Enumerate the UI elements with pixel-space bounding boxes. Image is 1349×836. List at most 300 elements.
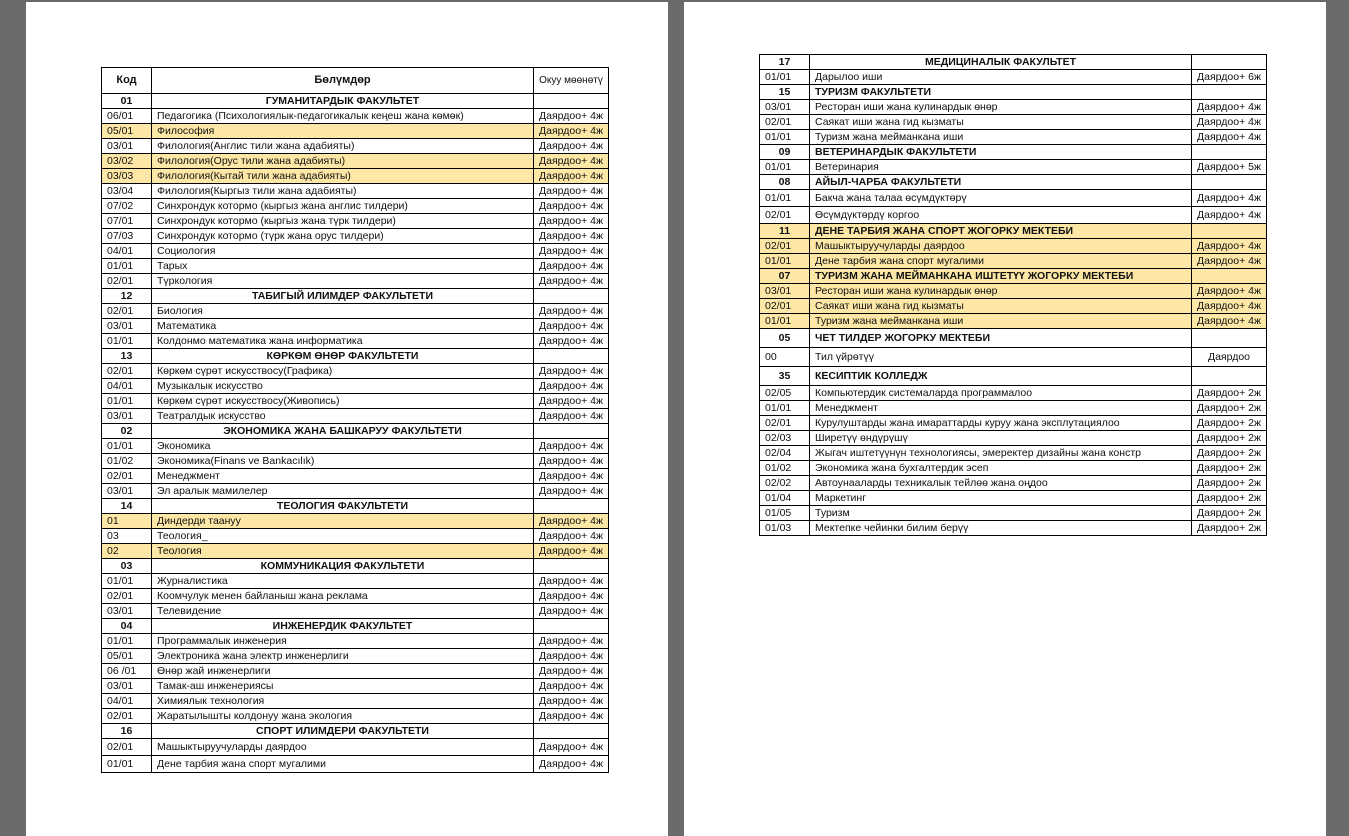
program-duration: Даярдоо+ 6ж bbox=[1192, 70, 1267, 85]
program-code: 01/01 bbox=[760, 130, 810, 145]
program-name: Экономика(Finans ve Bankacılık) bbox=[152, 454, 534, 469]
program-row bbox=[760, 506, 1267, 521]
program-code: 07/02 bbox=[102, 199, 152, 214]
program-row bbox=[102, 169, 609, 184]
program-code: 01/02 bbox=[102, 454, 152, 469]
program-name: Жаратылышты колдонуу жана экология bbox=[152, 709, 534, 724]
program-name: Дене тарбия жана спорт мугалими bbox=[152, 756, 534, 773]
program-duration: Даярдоо+ 4ж bbox=[1192, 100, 1267, 115]
program-row bbox=[102, 319, 609, 334]
faculty-duration-empty bbox=[534, 499, 609, 514]
program-row bbox=[760, 70, 1267, 85]
program-code: 06/01 bbox=[102, 109, 152, 124]
faculty-group-row bbox=[102, 94, 609, 109]
program-name: Синхрондук котормо (түрк жана орус тилдери) bbox=[152, 229, 534, 244]
program-code: 02/01 bbox=[760, 239, 810, 254]
faculty-group-row bbox=[102, 724, 609, 739]
faculty-code: 11 bbox=[760, 224, 810, 239]
program-duration: Даярдоо bbox=[1192, 348, 1267, 367]
faculty-duration-empty bbox=[534, 559, 609, 574]
program-row bbox=[760, 491, 1267, 506]
program-row bbox=[102, 514, 609, 529]
program-duration: Даярдоо+ 4ж bbox=[534, 364, 609, 379]
program-row bbox=[102, 574, 609, 589]
program-code: 01/01 bbox=[102, 394, 152, 409]
program-row bbox=[760, 115, 1267, 130]
program-duration: Даярдоо+ 4ж bbox=[534, 514, 609, 529]
document-page-left bbox=[26, 2, 668, 836]
program-name: Социология bbox=[152, 244, 534, 259]
faculty-group-row bbox=[102, 619, 609, 634]
program-duration: Даярдоо+ 4ж bbox=[534, 109, 609, 124]
program-code: 03/01 bbox=[102, 139, 152, 154]
faculty-duration-empty bbox=[1192, 85, 1267, 100]
faculty-duration-empty bbox=[534, 94, 609, 109]
document-page-right bbox=[684, 2, 1326, 836]
program-duration: Даярдоо+ 2ж bbox=[1192, 431, 1267, 446]
program-name: Педагогика (Психологиялык-педагогикалык кеңеш жана көмөк) bbox=[152, 109, 534, 124]
program-name: Мектепке чейинки билим берүү bbox=[810, 521, 1192, 536]
program-code: 01/01 bbox=[102, 756, 152, 773]
program-row bbox=[760, 239, 1267, 254]
program-name: Компьютердик системаларда программалоо bbox=[810, 386, 1192, 401]
program-duration: Даярдоо+ 4ж bbox=[1192, 130, 1267, 145]
program-name: Программалык инженерия bbox=[152, 634, 534, 649]
program-name: Философия bbox=[152, 124, 534, 139]
program-duration: Даярдоо+ 4ж bbox=[1192, 299, 1267, 314]
program-duration: Даярдоо+ 4ж bbox=[534, 379, 609, 394]
program-code: 02/01 bbox=[102, 274, 152, 289]
program-code: 02/03 bbox=[760, 431, 810, 446]
program-code: 02/01 bbox=[102, 469, 152, 484]
program-code: 01/01 bbox=[760, 70, 810, 85]
program-duration: Даярдоо+ 4ж bbox=[534, 274, 609, 289]
program-code: 05/01 bbox=[102, 124, 152, 139]
faculty-code: 13 bbox=[102, 349, 152, 364]
faculty-duration-empty bbox=[1192, 175, 1267, 190]
program-duration: Даярдоо+ 4ж bbox=[534, 319, 609, 334]
program-name: Өнөр жай инженерлиги bbox=[152, 664, 534, 679]
program-code: 03/01 bbox=[102, 409, 152, 424]
program-duration: Даярдоо+ 4ж bbox=[534, 544, 609, 559]
program-name: Химиялык технология bbox=[152, 694, 534, 709]
program-row bbox=[102, 634, 609, 649]
program-code: 02/04 bbox=[760, 446, 810, 461]
program-code: 03/03 bbox=[102, 169, 152, 184]
table-body-left bbox=[102, 94, 609, 773]
program-name: Машыктыруучуларды даярдоо bbox=[152, 739, 534, 756]
program-code: 03/01 bbox=[102, 679, 152, 694]
program-row bbox=[760, 130, 1267, 145]
program-row bbox=[760, 521, 1267, 536]
program-code: 01/01 bbox=[102, 634, 152, 649]
faculty-title: ЭКОНОМИКА ЖАНА БАШКАРУУ ФАКУЛЬТЕТИ bbox=[152, 424, 534, 439]
program-code: 06 /01 bbox=[102, 664, 152, 679]
program-code: 02/01 bbox=[102, 364, 152, 379]
faculty-title: ВЕТЕРИНАРДЫК ФАКУЛЬТЕТИ bbox=[810, 145, 1192, 160]
faculty-code: 17 bbox=[760, 55, 810, 70]
program-duration: Даярдоо+ 4ж bbox=[1192, 314, 1267, 329]
program-duration: Даярдоо+ 4ж bbox=[1192, 207, 1267, 224]
program-row bbox=[102, 589, 609, 604]
program-code: 04/01 bbox=[102, 694, 152, 709]
faculty-code: 07 bbox=[760, 269, 810, 284]
faculty-title: ТЕОЛОГИЯ ФАКУЛЬТЕТИ bbox=[152, 499, 534, 514]
program-row bbox=[102, 484, 609, 499]
program-row bbox=[102, 184, 609, 199]
program-duration: Даярдоо+ 4ж bbox=[534, 574, 609, 589]
program-row bbox=[760, 431, 1267, 446]
program-name: Саякат иши жана гид кызматы bbox=[810, 299, 1192, 314]
program-name: Колдонмо математика жана информатика bbox=[152, 334, 534, 349]
program-row bbox=[102, 454, 609, 469]
program-code: 01/01 bbox=[760, 160, 810, 175]
program-name: Машыктыруучуларды даярдоо bbox=[810, 239, 1192, 254]
program-duration: Даярдоо+ 4ж bbox=[1192, 190, 1267, 207]
program-name: Музыкалык искусство bbox=[152, 379, 534, 394]
program-row bbox=[760, 190, 1267, 207]
program-row bbox=[760, 100, 1267, 115]
program-code: 02 bbox=[102, 544, 152, 559]
program-code: 01/01 bbox=[760, 401, 810, 416]
faculty-group-row bbox=[760, 145, 1267, 160]
program-duration: Даярдоо+ 4ж bbox=[534, 739, 609, 756]
faculty-code: 03 bbox=[102, 559, 152, 574]
program-name: Саякат иши жана гид кызматы bbox=[810, 115, 1192, 130]
table-body-right bbox=[760, 55, 1267, 536]
program-row bbox=[102, 244, 609, 259]
faculty-duration-empty bbox=[1192, 367, 1267, 386]
program-code: 03/01 bbox=[760, 100, 810, 115]
program-row bbox=[102, 199, 609, 214]
program-name: Туризм bbox=[810, 506, 1192, 521]
program-row bbox=[102, 229, 609, 244]
program-name: Ветеринария bbox=[810, 160, 1192, 175]
faculty-group-row bbox=[760, 85, 1267, 100]
program-row bbox=[760, 416, 1267, 431]
program-code: 01/01 bbox=[760, 254, 810, 269]
program-name: Курулуштарды жана имараттарды куруу жана эксплутациялоо bbox=[810, 416, 1192, 431]
program-code: 03 bbox=[102, 529, 152, 544]
program-code: 02/05 bbox=[760, 386, 810, 401]
program-code: 00 bbox=[760, 348, 810, 367]
program-code: 02/01 bbox=[102, 739, 152, 756]
faculty-code: 01 bbox=[102, 94, 152, 109]
program-code: 01/01 bbox=[760, 190, 810, 207]
faculty-duration-empty bbox=[534, 289, 609, 304]
program-name: Дарылоо иши bbox=[810, 70, 1192, 85]
program-row bbox=[760, 461, 1267, 476]
program-duration: Даярдоо+ 4ж bbox=[534, 139, 609, 154]
program-name: Теология_ bbox=[152, 529, 534, 544]
program-row bbox=[102, 544, 609, 559]
program-row bbox=[102, 394, 609, 409]
program-duration: Даярдоо+ 4ж bbox=[534, 604, 609, 619]
program-row bbox=[102, 304, 609, 319]
program-row bbox=[760, 446, 1267, 461]
faculty-group-row bbox=[102, 559, 609, 574]
program-duration: Даярдоо+ 2ж bbox=[1192, 506, 1267, 521]
program-duration: Даярдоо+ 4ж bbox=[534, 184, 609, 199]
program-duration: Даярдоо+ 2ж bbox=[1192, 521, 1267, 536]
header-name: Бөлүмдөр bbox=[152, 68, 534, 94]
faculty-title: АЙЫЛ-ЧАРБА ФАКУЛЬТЕТИ bbox=[810, 175, 1192, 190]
faculty-group-row bbox=[760, 224, 1267, 239]
program-row bbox=[102, 334, 609, 349]
faculty-group-row bbox=[102, 349, 609, 364]
program-duration: Даярдоо+ 2ж bbox=[1192, 476, 1267, 491]
program-row bbox=[102, 649, 609, 664]
program-duration: Даярдоо+ 4ж bbox=[534, 756, 609, 773]
program-row bbox=[102, 604, 609, 619]
program-code: 01/01 bbox=[102, 574, 152, 589]
program-name: Дене тарбия жана спорт мугалими bbox=[810, 254, 1192, 269]
header-code: Код bbox=[102, 68, 152, 94]
program-row bbox=[760, 299, 1267, 314]
program-duration: Даярдоо+ 4ж bbox=[534, 229, 609, 244]
program-duration: Даярдоо+ 4ж bbox=[534, 469, 609, 484]
program-duration: Даярдоо+ 4ж bbox=[534, 259, 609, 274]
program-name: Коомчулук менен байланыш жана реклама bbox=[152, 589, 534, 604]
program-name: Эл аралык мамилелер bbox=[152, 484, 534, 499]
faculty-code: 16 bbox=[102, 724, 152, 739]
program-duration: Даярдоо+ 4ж bbox=[534, 439, 609, 454]
program-row bbox=[102, 214, 609, 229]
program-duration: Даярдоо+ 4ж bbox=[534, 484, 609, 499]
program-name: Ресторан иши жана кулинардык өнөр bbox=[810, 100, 1192, 115]
program-name: Өсүмдүктөрдү коргоо bbox=[810, 207, 1192, 224]
faculty-group-row bbox=[760, 367, 1267, 386]
program-duration: Даярдоо+ 4ж bbox=[534, 694, 609, 709]
program-code: 01/03 bbox=[760, 521, 810, 536]
program-name: Тамак-аш инженериясы bbox=[152, 679, 534, 694]
program-code: 03/01 bbox=[760, 284, 810, 299]
program-name: Жыгач иштетүүнүн технологиясы, эмеректер дизайны жана констр bbox=[810, 446, 1192, 461]
program-duration: Даярдоо+ 4ж bbox=[534, 214, 609, 229]
program-name: Диндерди таануу bbox=[152, 514, 534, 529]
faculty-duration-empty bbox=[534, 724, 609, 739]
program-code: 01/05 bbox=[760, 506, 810, 521]
faculty-code: 35 bbox=[760, 367, 810, 386]
program-row bbox=[102, 469, 609, 484]
faculty-title: ГУМАНИТАРДЫК ФАКУЛЬТЕТ bbox=[152, 94, 534, 109]
program-row bbox=[760, 314, 1267, 329]
program-duration: Даярдоо+ 4ж bbox=[534, 124, 609, 139]
faculty-title: ИНЖЕНЕРДИК ФАКУЛЬТЕТ bbox=[152, 619, 534, 634]
program-row bbox=[102, 409, 609, 424]
program-duration: Даярдоо+ 4ж bbox=[534, 169, 609, 184]
program-duration: Даярдоо+ 4ж bbox=[534, 304, 609, 319]
faculty-code: 04 bbox=[102, 619, 152, 634]
program-name: Синхрондук котормо (кыргыз жана англис тилдери) bbox=[152, 199, 534, 214]
program-row bbox=[102, 694, 609, 709]
program-code: 02/01 bbox=[760, 207, 810, 224]
faculty-duration-empty bbox=[1192, 224, 1267, 239]
program-name: Биология bbox=[152, 304, 534, 319]
faculty-title: ТАБИГЫЙ ИЛИМДЕР ФАКУЛЬТЕТИ bbox=[152, 289, 534, 304]
program-name: Театралдык искусство bbox=[152, 409, 534, 424]
program-code: 01/01 bbox=[102, 439, 152, 454]
program-row bbox=[102, 379, 609, 394]
program-code: 02/02 bbox=[760, 476, 810, 491]
program-duration: Даярдоо+ 4ж bbox=[534, 664, 609, 679]
program-row bbox=[760, 284, 1267, 299]
program-duration: Даярдоо+ 4ж bbox=[1192, 284, 1267, 299]
program-name: Телевидение bbox=[152, 604, 534, 619]
program-code: 03/01 bbox=[102, 484, 152, 499]
program-duration: Даярдоо+ 2ж bbox=[1192, 461, 1267, 476]
program-row bbox=[102, 679, 609, 694]
faculty-group-row bbox=[102, 289, 609, 304]
program-code: 03/01 bbox=[102, 604, 152, 619]
faculty-group-row bbox=[102, 499, 609, 514]
program-row bbox=[102, 756, 609, 773]
faculty-table-left bbox=[101, 67, 609, 773]
program-row bbox=[102, 439, 609, 454]
program-name: Экономика жана бухгалтердик эсеп bbox=[810, 461, 1192, 476]
program-row bbox=[102, 124, 609, 139]
faculty-code: 09 bbox=[760, 145, 810, 160]
program-name: Автоунааларды техникалык тейлөө жана оңдоо bbox=[810, 476, 1192, 491]
program-duration: Даярдоо+ 4ж bbox=[1192, 115, 1267, 130]
program-name: Ресторан иши жана кулинардык өнөр bbox=[810, 284, 1192, 299]
program-duration: Даярдоо+ 2ж bbox=[1192, 446, 1267, 461]
program-name: Электроника жана электр инженерлиги bbox=[152, 649, 534, 664]
program-code: 02/01 bbox=[760, 416, 810, 431]
program-name: Филология(Кытай тили жана адабияты) bbox=[152, 169, 534, 184]
program-name: Тил үйрөтүү bbox=[810, 348, 1192, 367]
program-name: Түркология bbox=[152, 274, 534, 289]
program-row bbox=[102, 139, 609, 154]
program-code: 03/04 bbox=[102, 184, 152, 199]
program-row bbox=[760, 160, 1267, 175]
program-code: 02/01 bbox=[102, 709, 152, 724]
program-row bbox=[760, 476, 1267, 491]
program-code: 02/01 bbox=[102, 589, 152, 604]
program-name: Маркетинг bbox=[810, 491, 1192, 506]
program-duration: Даярдоо+ 4ж bbox=[1192, 254, 1267, 269]
faculty-title: СПОРТ ИЛИМДЕРИ ФАКУЛЬТЕТИ bbox=[152, 724, 534, 739]
program-duration: Даярдоо+ 4ж bbox=[534, 394, 609, 409]
program-row bbox=[102, 664, 609, 679]
header-duration: Окуу мөөнөтү bbox=[534, 68, 609, 94]
program-code: 01/02 bbox=[760, 461, 810, 476]
faculty-code: 08 bbox=[760, 175, 810, 190]
program-code: 02/01 bbox=[102, 304, 152, 319]
faculty-duration-empty bbox=[1192, 269, 1267, 284]
program-duration: Даярдоо+ 2ж bbox=[1192, 491, 1267, 506]
program-duration: Даярдоо+ 4ж bbox=[534, 529, 609, 544]
program-name: Менеджмент bbox=[810, 401, 1192, 416]
faculty-duration-empty bbox=[534, 349, 609, 364]
faculty-title: ЧЕТ ТИЛДЕР ЖОГОРКУ МЕКТЕБИ bbox=[810, 329, 1192, 348]
program-code: 04/01 bbox=[102, 379, 152, 394]
program-row bbox=[102, 364, 609, 379]
program-name: Филология(Кыргыз тили жана адабияты) bbox=[152, 184, 534, 199]
faculty-title: ТУРИЗМ ЖАНА МЕЙМАНКАНА ИШТЕТҮҮ ЖОГОРКУ МЕКТЕБИ bbox=[810, 269, 1192, 284]
program-row bbox=[102, 709, 609, 724]
program-code: 05/01 bbox=[102, 649, 152, 664]
faculty-title: ДЕНЕ ТАРБИЯ ЖАНА СПОРТ ЖОГОРКУ МЕКТЕБИ bbox=[810, 224, 1192, 239]
program-code: 01 bbox=[102, 514, 152, 529]
program-code: 03/02 bbox=[102, 154, 152, 169]
program-code: 01/01 bbox=[102, 334, 152, 349]
program-name: Көркөм сүрөт искусствосу(Графика) bbox=[152, 364, 534, 379]
program-name: Туризм жана мейманкана иши bbox=[810, 130, 1192, 145]
program-name: Филология(Англис тили жана адабияты) bbox=[152, 139, 534, 154]
program-name: Көркөм сүрөт искусствосу(Живопись) bbox=[152, 394, 534, 409]
program-name: Менеджмент bbox=[152, 469, 534, 484]
program-duration: Даярдоо+ 4ж bbox=[534, 679, 609, 694]
faculty-title: КЕСИПТИК КОЛЛЕДЖ bbox=[810, 367, 1192, 386]
faculty-duration-empty bbox=[534, 424, 609, 439]
program-duration: Даярдоо+ 2ж bbox=[1192, 401, 1267, 416]
faculty-title: КОММУНИКАЦИЯ ФАКУЛЬТЕТИ bbox=[152, 559, 534, 574]
faculty-duration-empty bbox=[1192, 329, 1267, 348]
faculty-group-row bbox=[760, 175, 1267, 190]
faculty-group-row bbox=[760, 269, 1267, 284]
program-name: Математика bbox=[152, 319, 534, 334]
program-duration: Даярдоо+ 4ж bbox=[534, 589, 609, 604]
program-row bbox=[102, 154, 609, 169]
faculty-title: МЕДИЦИНАЛЫК ФАКУЛЬТЕТ bbox=[810, 55, 1192, 70]
faculty-duration-empty bbox=[1192, 55, 1267, 70]
faculty-duration-empty bbox=[534, 619, 609, 634]
program-duration: Даярдоо+ 2ж bbox=[1192, 386, 1267, 401]
program-name: Экономика bbox=[152, 439, 534, 454]
program-name: Тарых bbox=[152, 259, 534, 274]
program-duration: Даярдоо+ 5ж bbox=[1192, 160, 1267, 175]
program-row bbox=[102, 259, 609, 274]
program-row bbox=[102, 529, 609, 544]
program-duration: Даярдоо+ 4ж bbox=[534, 649, 609, 664]
table-header-row bbox=[102, 68, 609, 94]
faculty-code: 14 bbox=[102, 499, 152, 514]
program-name: Бакча жана талаа өсүмдүктөрү bbox=[810, 190, 1192, 207]
faculty-duration-empty bbox=[1192, 145, 1267, 160]
program-duration: Даярдоо+ 4ж bbox=[534, 454, 609, 469]
program-row bbox=[760, 386, 1267, 401]
faculty-group-row bbox=[760, 329, 1267, 348]
program-name: Синхрондук котормо (кыргыз жана түрк тилдери) bbox=[152, 214, 534, 229]
program-name: Журналистика bbox=[152, 574, 534, 589]
faculty-table-right bbox=[759, 54, 1267, 536]
faculty-code: 05 bbox=[760, 329, 810, 348]
program-name: Ширетүү өндүрүшү bbox=[810, 431, 1192, 446]
program-row bbox=[102, 109, 609, 124]
program-row bbox=[102, 739, 609, 756]
program-duration: Даярдоо+ 4ж bbox=[534, 244, 609, 259]
program-row bbox=[760, 348, 1267, 367]
program-code: 01/04 bbox=[760, 491, 810, 506]
faculty-code: 15 bbox=[760, 85, 810, 100]
program-duration: Даярдоо+ 4ж bbox=[534, 709, 609, 724]
faculty-code: 12 bbox=[102, 289, 152, 304]
program-code: 07/01 bbox=[102, 214, 152, 229]
program-duration: Даярдоо+ 4ж bbox=[534, 409, 609, 424]
program-duration: Даярдоо+ 2ж bbox=[1192, 416, 1267, 431]
program-code: 03/01 bbox=[102, 319, 152, 334]
program-duration: Даярдоо+ 4ж bbox=[1192, 239, 1267, 254]
program-code: 01/01 bbox=[102, 259, 152, 274]
program-code: 02/01 bbox=[760, 299, 810, 314]
program-row bbox=[760, 254, 1267, 269]
faculty-group-row bbox=[760, 55, 1267, 70]
program-row bbox=[102, 274, 609, 289]
program-code: 02/01 bbox=[760, 115, 810, 130]
program-code: 04/01 bbox=[102, 244, 152, 259]
program-duration: Даярдоо+ 4ж bbox=[534, 334, 609, 349]
